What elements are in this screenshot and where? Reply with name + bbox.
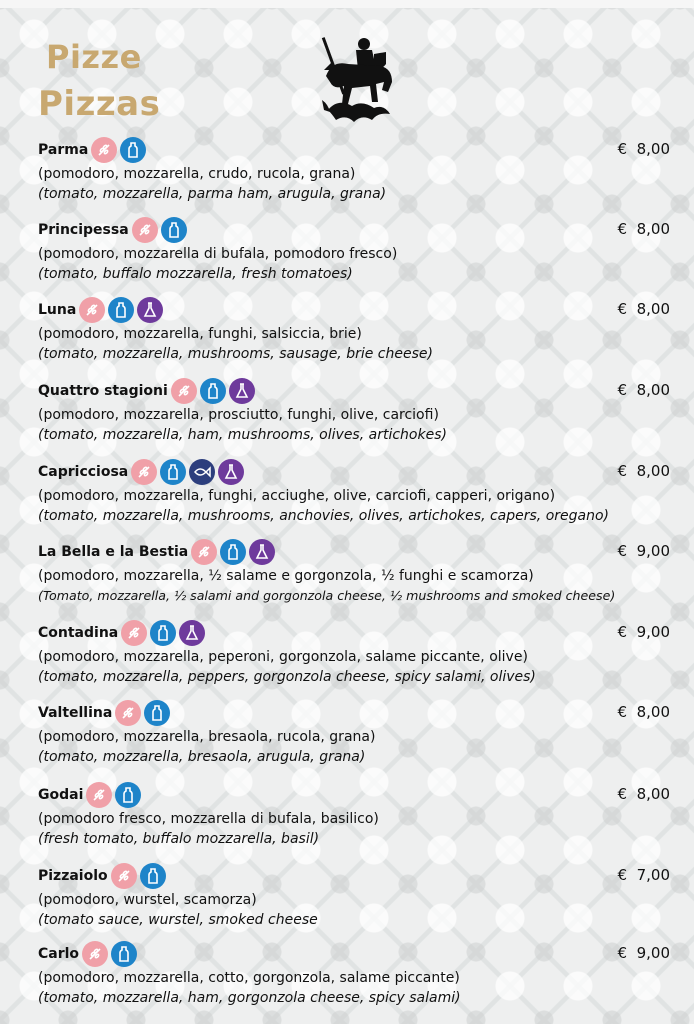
milk-bottle-icon — [160, 459, 186, 485]
item-header — [38, 296, 674, 324]
allergen-badges — [131, 459, 244, 485]
item-name: Luna — [38, 302, 77, 318]
milk-bottle-icon — [111, 941, 137, 967]
description-english: (tomato, mozzarella, ham, mushrooms, olives, artichokes) — [38, 427, 447, 443]
item-name: Contadina — [38, 625, 119, 641]
item-price: € 8,00 — [617, 462, 670, 480]
description-italian: (pomodoro, mozzarella, peperoni, gorgonzola, salame piccante, olive) — [38, 649, 528, 665]
gluten-icon — [91, 137, 117, 163]
item-price: € 8,00 — [617, 140, 670, 158]
item-header — [38, 216, 674, 244]
description-italian: (pomodoro, mozzarella, funghi, salsiccia, brie) — [38, 326, 362, 342]
milk-bottle-icon — [108, 297, 134, 323]
item-header — [38, 377, 674, 405]
milk-bottle-icon — [150, 620, 176, 646]
description-english: (tomato, mozzarella, ham, gorgonzola cheese, spicy salami) — [38, 990, 461, 1006]
allergen-badges — [86, 782, 141, 808]
item-header — [38, 538, 674, 566]
milk-bottle-icon — [120, 137, 146, 163]
item-price: € 8,00 — [617, 703, 670, 721]
allergen-badges — [121, 620, 205, 646]
item-price: € 8,00 — [617, 785, 670, 803]
menu-item — [38, 296, 674, 364]
milk-bottle-icon — [220, 539, 246, 565]
item-header — [38, 862, 674, 890]
allergen-badges — [191, 539, 275, 565]
item-price: € 9,00 — [617, 542, 670, 560]
description-english: (tomato sauce, wurstel, smoked cheese — [38, 912, 318, 928]
description-english: (tomato, mozzarella, peppers, gorgonzola cheese, spicy salami, olives) — [38, 669, 536, 685]
description-english: (tomato, mozzarella, mushrooms, anchovies, olives, artichokes, capers, oregano) — [38, 508, 609, 524]
flask-icon — [229, 378, 255, 404]
allergen-badges — [79, 297, 163, 323]
item-price: € 9,00 — [617, 623, 670, 641]
description-italian: (pomodoro, mozzarella, crudo, rucola, grana) — [38, 166, 356, 182]
title-italian: Pizze — [46, 38, 142, 76]
allergen-badges — [91, 137, 146, 163]
gluten-icon — [79, 297, 105, 323]
description-italian: (pomodoro, mozzarella di bufala, pomodoro fresco) — [38, 246, 398, 262]
description-english: (tomato, mozzarella, bresaola, arugula, grana) — [38, 749, 366, 765]
flask-icon — [249, 539, 275, 565]
description-english: (tomato, mozzarella, mushrooms, sausage, brie cheese) — [38, 346, 433, 362]
milk-bottle-icon — [200, 378, 226, 404]
flask-icon — [137, 297, 163, 323]
item-price: € 8,00 — [617, 220, 670, 238]
item-name: Capricciosa — [38, 464, 129, 480]
item-name: Pizzaiolo — [38, 868, 108, 884]
milk-bottle-icon — [161, 217, 187, 243]
menu-item — [38, 862, 674, 930]
menu-item — [38, 377, 674, 445]
description-italian: (pomodoro, wurstel, scamorza) — [38, 892, 257, 908]
item-header — [38, 699, 674, 727]
item-header — [38, 458, 674, 486]
item-header — [38, 940, 674, 968]
flask-icon — [179, 620, 205, 646]
description-italian: (pomodoro, mozzarella, cotto, gorgonzola, salame piccante) — [38, 970, 460, 986]
description-italian: (pomodoro fresco, mozzarella di bufala, basilico) — [38, 811, 379, 827]
milk-bottle-icon — [140, 863, 166, 889]
allergen-badges — [171, 378, 255, 404]
top-strip — [0, 0, 694, 8]
description-italian: (pomodoro, mozzarella, bresaola, rucola, grana) — [38, 729, 376, 745]
allergen-badges — [82, 941, 137, 967]
item-price: € 9,00 — [617, 944, 670, 962]
gluten-icon — [111, 863, 137, 889]
description-english: (tomato, mozzarella, parma ham, arugula, grana) — [38, 186, 387, 202]
item-name: Parma — [38, 142, 89, 158]
knight-dragon-icon — [318, 30, 398, 126]
menu-item — [38, 619, 674, 687]
gluten-icon — [132, 217, 158, 243]
gluten-icon — [191, 539, 217, 565]
gluten-icon — [86, 782, 112, 808]
gluten-icon — [171, 378, 197, 404]
description-english: (tomato, buffalo mozzarella, fresh tomatoes) — [38, 266, 353, 282]
menu-item — [38, 781, 674, 849]
description-italian: (pomodoro, mozzarella, ½ salame e gorgonzola, ½ funghi e scamorza) — [38, 568, 534, 584]
item-name: Valtellina — [38, 705, 113, 721]
fish-icon — [189, 459, 215, 485]
description-italian: (pomodoro, mozzarella, funghi, acciughe, olive, carciofi, capperi, origano) — [38, 488, 556, 504]
flask-icon — [218, 459, 244, 485]
item-name: Carlo — [38, 946, 80, 962]
item-header — [38, 619, 674, 647]
menu-item — [38, 940, 674, 1008]
gluten-icon — [121, 620, 147, 646]
menu-item — [38, 136, 674, 204]
item-price: € 7,00 — [617, 866, 670, 884]
milk-bottle-icon — [115, 782, 141, 808]
allergen-badges — [132, 217, 187, 243]
title-english: Pizzas — [38, 84, 161, 124]
item-name: Quattro stagioni — [38, 383, 168, 399]
menu-item — [38, 458, 674, 526]
item-price: € 8,00 — [617, 300, 670, 318]
gluten-icon — [131, 459, 157, 485]
item-name: Principessa — [38, 222, 129, 238]
menu-item — [38, 538, 674, 606]
description-english: (fresh tomato, buffalo mozzarella, basil) — [38, 831, 320, 847]
item-header — [38, 136, 674, 164]
allergen-badges — [115, 700, 170, 726]
menu-item — [38, 699, 674, 767]
item-name: La Bella e la Bestia — [38, 544, 189, 560]
gluten-icon — [82, 941, 108, 967]
description-english: (Tomato, mozzarella, ½ salami and gorgonzola cheese, ½ mushrooms and smoked cheese) — [38, 588, 616, 603]
gluten-icon — [115, 700, 141, 726]
item-name: Godai — [38, 787, 84, 803]
description-italian: (pomodoro, mozzarella, prosciutto, funghi, olive, carciofi) — [38, 407, 439, 423]
item-price: € 8,00 — [617, 381, 670, 399]
item-header — [38, 781, 674, 809]
milk-bottle-icon — [144, 700, 170, 726]
allergen-badges — [111, 863, 166, 889]
menu-item — [38, 216, 674, 284]
